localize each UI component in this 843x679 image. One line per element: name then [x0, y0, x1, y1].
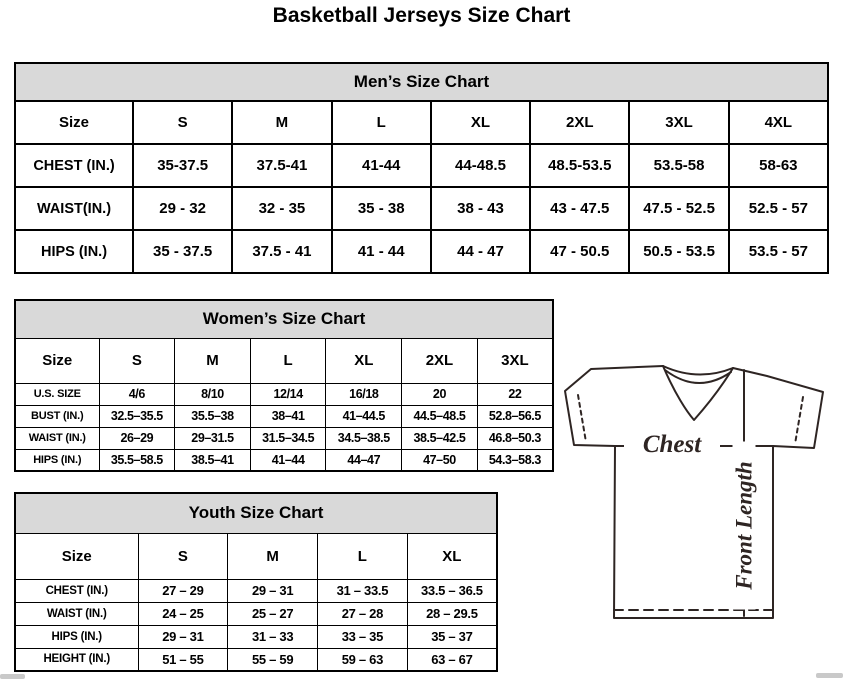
table-cell: 27 – 29 — [138, 579, 228, 602]
table-row — [15, 383, 553, 405]
womens-size-table — [14, 299, 554, 472]
column-header: L — [332, 101, 431, 144]
column-header: S — [99, 338, 175, 383]
table-cell: 41 - 44 — [332, 230, 431, 273]
womens-size-chart — [14, 299, 554, 472]
page-title: Basketball Jerseys Size Chart — [272, 4, 571, 27]
table-cell: 41–44.5 — [326, 405, 402, 427]
row-label: WAIST(IN.) — [15, 187, 133, 230]
table-row — [15, 230, 828, 273]
table-cell: 43 - 47.5 — [530, 187, 629, 230]
column-header: XL — [326, 338, 402, 383]
table-cell: 33 – 35 — [318, 625, 408, 648]
table-cell: 53.5 - 57 — [729, 230, 828, 273]
table-cell: 59 – 63 — [318, 648, 408, 671]
column-header: 2XL — [530, 101, 629, 144]
table-cell: 44-48.5 — [431, 144, 530, 187]
column-header: S — [138, 533, 228, 579]
table-cell: 33.5 – 36.5 — [407, 579, 497, 602]
table-cell: 35.5–58.5 — [99, 449, 175, 471]
row-label: U.S. SIZE — [15, 383, 99, 405]
table-cell: 41–44 — [250, 449, 326, 471]
table-cell: 44–47 — [326, 449, 402, 471]
table-cell: 47–50 — [402, 449, 478, 471]
youth-size-chart — [14, 492, 498, 672]
table-cell: 41-44 — [332, 144, 431, 187]
front-length-measurement-label: Front Length — [733, 442, 756, 610]
table-cell: 24 – 25 — [138, 602, 228, 625]
table-cell: 31 – 33 — [228, 625, 318, 648]
table-cell: 44.5–48.5 — [402, 405, 478, 427]
table-cell: 32 - 35 — [232, 187, 331, 230]
table-row — [15, 427, 553, 449]
jersey-outline-icon — [558, 358, 833, 628]
table-cell: 38.5–41 — [175, 449, 251, 471]
row-label: BUST (IN.) — [15, 405, 99, 427]
table-row — [15, 625, 497, 648]
table-cell: 16/18 — [326, 383, 402, 405]
table-cell: 47.5 - 52.5 — [629, 187, 728, 230]
column-header: L — [250, 338, 326, 383]
row-label: CHEST (IN.) — [15, 579, 138, 602]
column-header: Size — [15, 533, 138, 579]
column-header: L — [318, 533, 408, 579]
table-cell: 63 – 67 — [407, 648, 497, 671]
row-label: WAIST (IN.) — [15, 427, 99, 449]
youth-size-table — [14, 492, 498, 672]
table-cell: 25 – 27 — [228, 602, 318, 625]
row-label: HIPS (IN.) — [15, 230, 133, 273]
column-header: M — [232, 101, 331, 144]
table-title: Men’s Size Chart — [15, 63, 828, 101]
table-row — [15, 449, 553, 471]
table-cell: 35 – 37 — [407, 625, 497, 648]
mens-size-chart — [14, 62, 829, 274]
table-cell: 53.5-58 — [629, 144, 728, 187]
table-cell: 35 - 38 — [332, 187, 431, 230]
table-title: Youth Size Chart — [15, 493, 497, 533]
table-cell: 22 — [477, 383, 553, 405]
table-cell: 38.5–42.5 — [402, 427, 478, 449]
column-header: 3XL — [629, 101, 728, 144]
table-cell: 58-63 — [729, 144, 828, 187]
table-cell: 38 - 43 — [431, 187, 530, 230]
table-cell: 35.5–38 — [175, 405, 251, 427]
table-row — [15, 187, 828, 230]
table-cell: 51 – 55 — [138, 648, 228, 671]
table-cell: 55 – 59 — [228, 648, 318, 671]
table-cell: 52.5 - 57 — [729, 187, 828, 230]
column-header: 3XL — [477, 338, 553, 383]
row-label: CHEST (IN.) — [15, 144, 133, 187]
table-row — [15, 579, 497, 602]
row-label: HEIGHT (IN.) — [15, 648, 138, 671]
column-header: Size — [15, 338, 99, 383]
column-header: M — [175, 338, 251, 383]
row-label: WAIST (IN.) — [15, 602, 138, 625]
table-cell: 28 – 29.5 — [407, 602, 497, 625]
table-cell: 35-37.5 — [133, 144, 232, 187]
table-cell: 8/10 — [175, 383, 251, 405]
table-row — [15, 648, 497, 671]
table-cell: 48.5-53.5 — [530, 144, 629, 187]
row-label: HIPS (IN.) — [15, 625, 138, 648]
table-title: Women’s Size Chart — [15, 300, 553, 338]
table-cell: 52.8–56.5 — [477, 405, 553, 427]
table-cell: 54.3–58.3 — [477, 449, 553, 471]
table-row — [15, 144, 828, 187]
column-header: S — [133, 101, 232, 144]
table-cell: 34.5–38.5 — [326, 427, 402, 449]
horizontal-scrollbar-thumb[interactable] — [0, 674, 25, 679]
table-cell: 31.5–34.5 — [250, 427, 326, 449]
column-header: M — [228, 533, 318, 579]
row-label: HIPS (IN.) — [15, 449, 99, 471]
table-cell: 50.5 - 53.5 — [629, 230, 728, 273]
table-cell: 46.8–50.3 — [477, 427, 553, 449]
jersey-measurement-diagram — [558, 358, 833, 628]
mens-size-table — [14, 62, 829, 274]
column-header: Size — [15, 101, 133, 144]
table-cell: 44 - 47 — [431, 230, 530, 273]
table-cell: 29 – 31 — [138, 625, 228, 648]
table-cell: 47 - 50.5 — [530, 230, 629, 273]
column-header: 2XL — [402, 338, 478, 383]
table-row — [15, 405, 553, 427]
table-cell: 27 – 28 — [318, 602, 408, 625]
table-cell: 4/6 — [99, 383, 175, 405]
table-cell: 38–41 — [250, 405, 326, 427]
table-cell: 37.5 - 41 — [232, 230, 331, 273]
table-cell: 20 — [402, 383, 478, 405]
table-cell: 12/14 — [250, 383, 326, 405]
chest-measurement-label: Chest — [624, 432, 720, 457]
table-cell: 29–31.5 — [175, 427, 251, 449]
column-header: XL — [431, 101, 530, 144]
table-cell: 35 - 37.5 — [133, 230, 232, 273]
table-cell: 31 – 33.5 — [318, 579, 408, 602]
table-cell: 26–29 — [99, 427, 175, 449]
table-row — [15, 602, 497, 625]
table-cell: 37.5-41 — [232, 144, 331, 187]
column-header: 4XL — [729, 101, 828, 144]
horizontal-scrollbar-thumb[interactable] — [816, 673, 843, 678]
table-cell: 32.5–35.5 — [99, 405, 175, 427]
column-header: XL — [407, 533, 497, 579]
table-cell: 29 – 31 — [228, 579, 318, 602]
table-cell: 29 - 32 — [133, 187, 232, 230]
